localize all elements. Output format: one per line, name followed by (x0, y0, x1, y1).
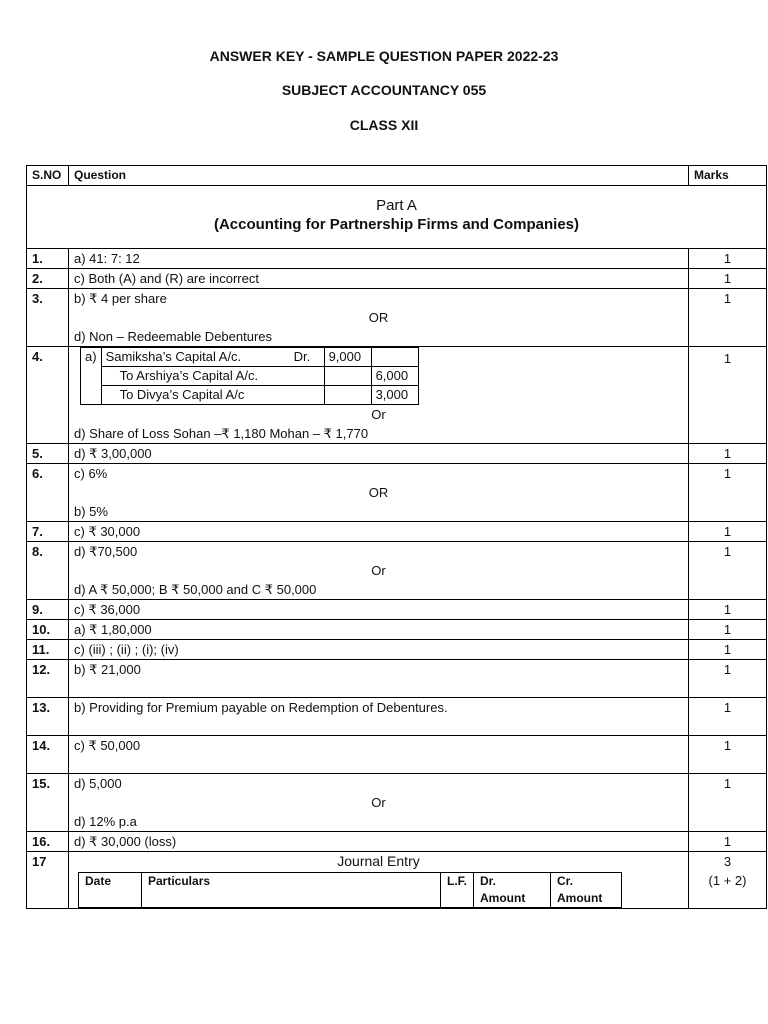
subject-title: SUBJECT ACCOUNTANCY 055 (281, 82, 487, 98)
row-alt-answer: d) A ₹ 50,000; B ₹ 50,000 and C ₹ 50,000 (74, 582, 317, 597)
row-answer: d) ₹ 30,000 (loss) (69, 832, 689, 852)
table-row (27, 660, 767, 698)
row-answer: c) 6% (74, 466, 108, 481)
row-marks: 1 (689, 832, 767, 852)
table-row (27, 249, 767, 269)
entry-credit-amount (371, 348, 418, 367)
entry-label: a) (81, 348, 102, 405)
entry-debit-amount (324, 386, 371, 405)
class-title: CLASS XII (349, 117, 419, 133)
table-row (27, 269, 767, 289)
row-answer-cell (69, 852, 689, 909)
answer-table (26, 165, 767, 909)
entry-credit-amount: 6,000 (371, 367, 418, 386)
row-sno: 17 (27, 852, 69, 909)
row-sno: 11. (27, 640, 69, 660)
table-row (27, 640, 767, 660)
row-marks: 1 (689, 698, 767, 736)
row-sno: 1. (27, 249, 69, 269)
entry-credit-account: To Arshiya’s Capital A/c. (101, 367, 324, 386)
row-marks: 1 (689, 444, 767, 464)
row-marks-split: (1 + 2) (708, 873, 747, 888)
table-row (27, 774, 767, 832)
row-alt-answer: d) Share of Loss Sohan –₹ 1,180 Mohan – ₹ 1,770 (74, 426, 369, 441)
row-marks: 1 (689, 620, 767, 640)
row-marks: 1 (689, 464, 767, 522)
entry-debit-amount: 9,000 (324, 348, 371, 367)
table-row (27, 347, 767, 444)
row-answer: b) ₹ 4 per share (74, 291, 167, 306)
or-separator: OR (368, 485, 389, 500)
table-row (27, 600, 767, 620)
journal-entry-title: Journal Entry (337, 853, 420, 869)
row-sno: 7. (27, 522, 69, 542)
row-answer-cell (69, 774, 689, 832)
row-answer: a) ₹ 1,80,000 (69, 620, 689, 640)
table-row (27, 444, 767, 464)
row-sno: 12. (27, 660, 69, 698)
entry-debit-amount (324, 367, 371, 386)
or-separator: OR (368, 310, 389, 325)
row-marks: 1 (689, 774, 767, 832)
row-sno: 14. (27, 736, 69, 774)
row-answer: c) ₹ 30,000 (69, 522, 689, 542)
col-question-header: Question (69, 166, 689, 186)
row-answer: d) ₹70,500 (74, 544, 138, 559)
row-answer: a) 41: 7: 12 (69, 249, 689, 269)
row-answer: d) 5,000 (74, 776, 122, 791)
or-separator: Or (371, 795, 386, 810)
col-date-header: Date (79, 873, 142, 908)
row-answer-cell (69, 464, 689, 522)
col-marks-header: Marks (689, 166, 767, 186)
table-row (27, 698, 767, 736)
row-answer: c) (iii) ; (ii) ; (i); (iv) (69, 640, 689, 660)
table-row (27, 832, 767, 852)
col-lf-header: L.F. (441, 873, 474, 908)
row-marks: 1 (689, 289, 767, 347)
row-sno: 2. (27, 269, 69, 289)
row-marks: 1 (689, 640, 767, 660)
row-marks: 1 (689, 347, 767, 444)
row-sno: 3. (27, 289, 69, 347)
row-marks: 1 (689, 660, 767, 698)
row-sno: 16. (27, 832, 69, 852)
row-answer: c) ₹ 50,000 (69, 736, 689, 774)
table-row (27, 289, 767, 347)
row-alt-answer: d) 12% p.a (74, 814, 137, 829)
row-marks: 1 (689, 249, 767, 269)
row-alt-answer: d) Non – Redeemable Debentures (74, 329, 273, 344)
row-answer-cell (69, 289, 689, 347)
row-answer: c) Both (A) and (R) are incorrect (69, 269, 689, 289)
row-marks: 3 (723, 854, 732, 869)
row-answer-cell (69, 542, 689, 600)
part-a-row (27, 186, 767, 249)
table-row (27, 852, 767, 909)
part-a-heading (27, 186, 767, 249)
col-sno-header: S.NO (27, 166, 69, 186)
col-particulars-header: Particulars (142, 873, 441, 908)
row-sno: 15. (27, 774, 69, 832)
row-marks-cell (689, 852, 767, 909)
or-separator: Or (371, 407, 386, 422)
row-answer: c) ₹ 36,000 (69, 600, 689, 620)
or-separator: Or (371, 563, 386, 578)
part-subtitle: (Accounting for Partnership Firms and Companies) (213, 216, 580, 233)
row-sno: 13. (27, 698, 69, 736)
entry-credit-account: To Divya’s Capital A/c (101, 386, 324, 405)
row-sno: 4. (27, 347, 69, 444)
row-marks: 1 (689, 736, 767, 774)
col-dr-amount-header: Dr. Amount (474, 873, 551, 908)
row-sno: 5. (27, 444, 69, 464)
row-answer: b) ₹ 21,000 (69, 660, 689, 698)
part-title: Part A (376, 197, 417, 214)
row-marks: 1 (689, 269, 767, 289)
entry-dr-mark: Dr. (290, 348, 325, 367)
table-row (27, 464, 767, 522)
journal-entry-table (80, 347, 419, 405)
row-answer-cell (69, 347, 689, 444)
table-row (27, 736, 767, 774)
table-header-row (27, 166, 767, 186)
row-answer: b) Providing for Premium payable on Redemption of Debentures. (69, 698, 689, 736)
row-marks: 1 (689, 600, 767, 620)
row-sno: 6. (27, 464, 69, 522)
table-row (27, 542, 767, 600)
row-alt-answer: b) 5% (74, 504, 108, 519)
answer-key-title: ANSWER KEY - SAMPLE QUESTION PAPER 2022-23 (209, 48, 559, 64)
row-marks: 1 (689, 522, 767, 542)
col-cr-amount-header: Cr. Amount (551, 873, 622, 908)
row-sno: 10. (27, 620, 69, 640)
journal-entry-header-table (78, 872, 622, 908)
row-marks: 1 (689, 542, 767, 600)
row-answer: d) ₹ 3,00,000 (69, 444, 689, 464)
table-row (27, 522, 767, 542)
entry-debit-account: Samiksha’s Capital A/c. (101, 348, 290, 367)
row-sno: 9. (27, 600, 69, 620)
table-row (27, 620, 767, 640)
entry-credit-amount: 3,000 (371, 386, 418, 405)
row-sno: 8. (27, 542, 69, 600)
